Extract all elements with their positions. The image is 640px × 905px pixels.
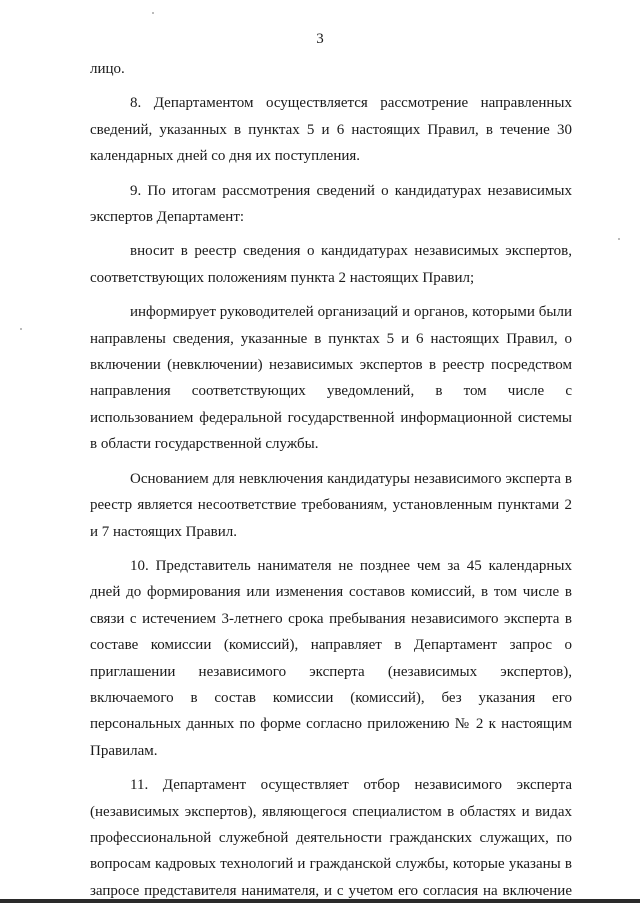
paragraph-item-9-registry: вносит в реестр сведения о кандидатурах независимых экспертов, соответствующих положениям пункта 2 настоящих Правил; [90,243,572,286]
document-body [90,56,572,904]
scan-speck [152,12,154,14]
paragraph-item-10: 10. Представитель нанимателя не позднее чем за 45 календарных дней до формирования или изменения составов комиссий, в том числе в связи с истечением 3-летнего срока пребывания независимого эксперта в составе комиссии (комиссий), направляет в Департамент запрос о приглашении независимого эксперта (независимых экспертов), включаемого в состав комиссии (комиссий), без указания его персональных данных по форме согласно приложению № 2 к настоящим Правилам. [90,557,572,759]
paragraph-continuation: лицо. [90,61,125,77]
page-number: 3 [316,31,324,47]
paragraph-item-9-inform: информирует руководителей организаций и органов, которыми были направлены сведения, указанные в пунктах 5 и 6 настоящих Правил, о включении (невключении) независимых экспертов в реестр посредством направления соответствующих уведомлений, в том числе с использованием федеральной государственной информационной системы в области государственной службы. [90,304,572,453]
paragraph-item-8: 8. Департаментом осуществляется рассмотрение направленных сведений, указанных в пунктах 5 и 6 настоящих Правил, в течение 30 календарных дней со дня их поступления. [90,95,572,165]
paragraph-item-9: 9. По итогам рассмотрения сведений о кандидатурах независимых экспертов Департамент: [90,182,572,226]
paragraph-item-11: 11. Департамент осуществляет отбор независимого эксперта (независимых экспертов), являющегося специалистом в областях и видах профессиональной служебной деятельности гражданских служащих, по вопросам кадровых технологий и гражданской службы, которые указаны в запросе представителя нанимателя, и с учетом его согласия на включение [90,777,572,899]
scan-edge-line [0,899,640,903]
scan-speck [20,328,22,330]
paragraph-refusal-grounds: Основанием для невключения кандидатуры независимого эксперта в реестр является несоответствие требованиям, установленным пунктами 2 и 7 настоящих Правил. [90,470,572,540]
scan-speck [618,238,620,240]
